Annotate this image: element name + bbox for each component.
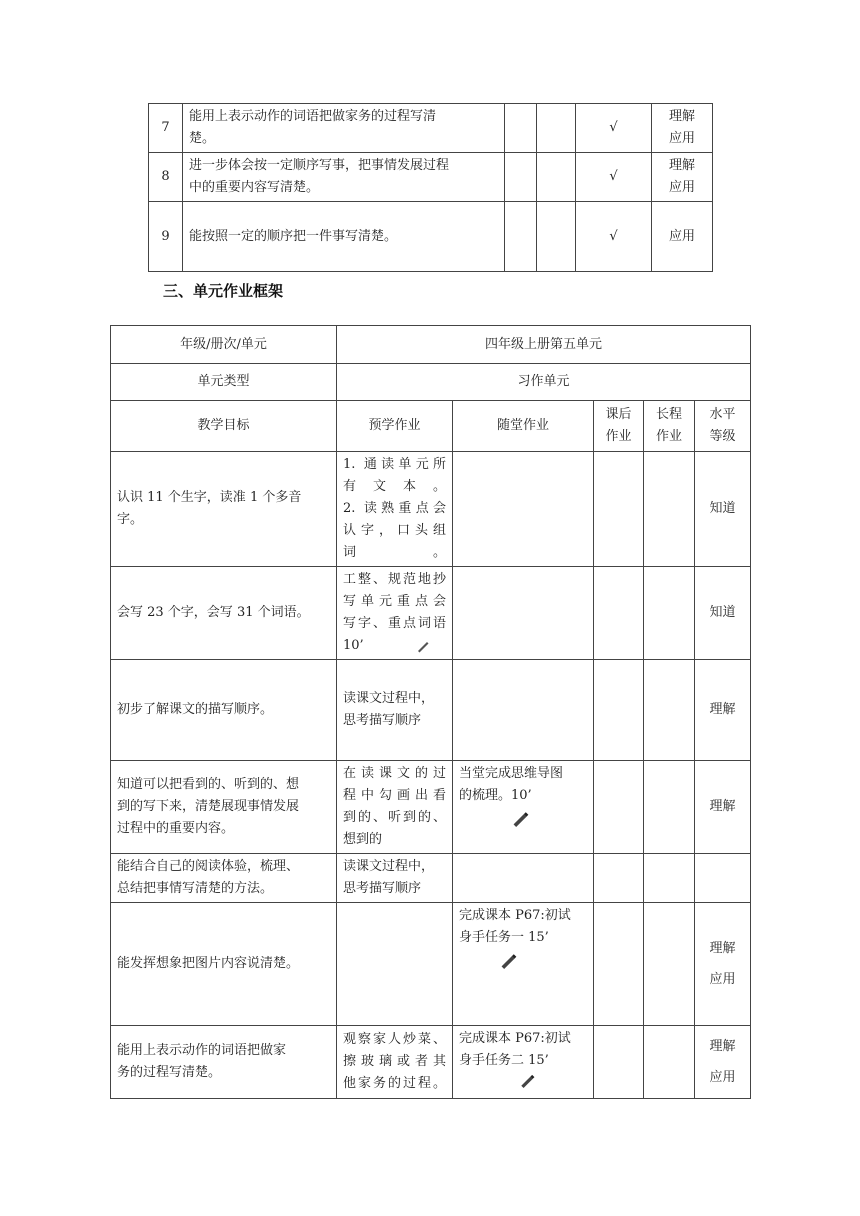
class-cell: 完成课本 P67:初试 身手任务二 15’ xyxy=(453,1026,594,1099)
table-row xyxy=(111,1026,751,1099)
table-row xyxy=(111,364,751,401)
level-cell: 理解 应用 xyxy=(652,104,713,153)
pre-cell: 1. 通读单元所 有文本。 2. 读熟重点会 认字，口头组 词。 xyxy=(337,452,453,567)
pen-icon xyxy=(499,951,517,969)
row-number: 7 xyxy=(149,104,183,153)
long-cell xyxy=(644,1026,695,1099)
goal-cell: 知道可以把看到的、听到的、想 到的写下来，清楚展现事情发展 过程中的重要内容。 xyxy=(111,761,337,854)
level-cell: 理解 xyxy=(695,761,751,854)
goal-cell: 初步了解课文的描写顺序。 xyxy=(111,660,337,761)
row-number: 9 xyxy=(149,202,183,272)
header-level: 水平 等级 xyxy=(695,401,751,452)
pen-icon xyxy=(416,639,430,653)
grade-label: 年级/册次/单元 xyxy=(111,326,337,364)
level-cell: 理解 应用 xyxy=(695,903,751,1026)
header-goal: 教学目标 xyxy=(111,401,337,452)
after-cell xyxy=(594,854,644,903)
level-cell xyxy=(695,854,751,903)
empty-cell xyxy=(537,104,576,153)
goal-cell: 会写 23 个字，会写 31 个词语。 xyxy=(111,567,337,660)
level-cell: 理解 应用 xyxy=(695,1026,751,1099)
after-cell xyxy=(594,1026,644,1099)
goal-cell: 能用上表示动作的词语把做家 务的过程写清楚。 xyxy=(111,1026,337,1099)
level-cell: 应用 xyxy=(652,202,713,272)
class-cell xyxy=(453,660,594,761)
after-cell xyxy=(594,761,644,854)
section-title: 三、单元作业框架 xyxy=(163,282,284,300)
pen-icon xyxy=(519,1072,535,1088)
table-row xyxy=(111,452,751,567)
header-pre: 预学作业 xyxy=(337,401,453,452)
table-row xyxy=(111,326,751,364)
table-row xyxy=(149,153,713,202)
long-cell xyxy=(644,567,695,660)
pen-icon xyxy=(511,809,529,827)
table-row xyxy=(111,660,751,761)
table-row xyxy=(111,761,751,854)
empty-cell xyxy=(505,202,537,272)
empty-cell xyxy=(537,202,576,272)
goal-cell: 能结合自己的阅读体验，梳理、 总结把事情写清楚的方法。 xyxy=(111,854,337,903)
goal-cell: 能发挥想象把图片内容说清楚。 xyxy=(111,903,337,1026)
class-cell: 当堂完成思维导图 的梳理。10’ xyxy=(453,761,594,854)
class-cell xyxy=(453,452,594,567)
pre-cell: 读课文过程中， 思考描写顺序 xyxy=(337,660,453,761)
header-long: 长程 作业 xyxy=(644,401,695,452)
header-class: 随堂作业 xyxy=(453,401,594,452)
table-row xyxy=(111,567,751,660)
empty-cell xyxy=(505,104,537,153)
check-mark: √ xyxy=(576,153,652,202)
objectives-table xyxy=(148,103,713,272)
pre-cell: 工整、规范地抄 写单元重点会 写字、重点词语 10’ xyxy=(337,567,453,660)
class-cell: 完成课本 P67:初试 身手任务一 15’ xyxy=(453,903,594,1026)
after-cell xyxy=(594,452,644,567)
pre-cell xyxy=(337,903,453,1026)
header-after: 课后 作业 xyxy=(594,401,644,452)
unit-type-label: 单元类型 xyxy=(111,364,337,401)
table-row xyxy=(111,854,751,903)
unit-type-value: 习作单元 xyxy=(337,364,751,401)
after-cell xyxy=(594,903,644,1026)
long-cell xyxy=(644,854,695,903)
homework-framework-table xyxy=(110,325,751,1099)
empty-cell xyxy=(505,153,537,202)
check-mark: √ xyxy=(576,202,652,272)
objective-text: 能按照一定的顺序把一件事写清楚。 xyxy=(183,202,505,272)
row-number: 8 xyxy=(149,153,183,202)
level-cell: 知道 xyxy=(695,567,751,660)
long-cell xyxy=(644,903,695,1026)
grade-value: 四年级上册第五单元 xyxy=(337,326,751,364)
after-cell xyxy=(594,567,644,660)
long-cell xyxy=(644,761,695,854)
pre-cell: 读课文过程中， 思考描写顺序 xyxy=(337,854,453,903)
long-cell xyxy=(644,452,695,567)
table-header-row xyxy=(111,401,751,452)
pre-cell: 在读课文的过 程中勾画出看 到的、听到的、 想到的 xyxy=(337,761,453,854)
table-row xyxy=(111,903,751,1026)
table-row xyxy=(149,104,713,153)
check-mark: √ xyxy=(576,104,652,153)
objective-text: 能用上表示动作的词语把做家务的过程写清 楚。 xyxy=(183,104,505,153)
class-cell xyxy=(453,567,594,660)
pre-cell: 观察家人炒菜、 擦玻璃或者其 他家务的过程。 xyxy=(337,1026,453,1099)
level-cell: 理解 应用 xyxy=(652,153,713,202)
level-cell: 理解 xyxy=(695,660,751,761)
objective-text: 进一步体会按一定顺序写事，把事情发展过程 中的重要内容写清楚。 xyxy=(183,153,505,202)
goal-cell: 认识 11 个生字，读准 1 个多音 字。 xyxy=(111,452,337,567)
table-row xyxy=(149,202,713,272)
level-cell: 知道 xyxy=(695,452,751,567)
after-cell xyxy=(594,660,644,761)
empty-cell xyxy=(537,153,576,202)
class-cell xyxy=(453,854,594,903)
long-cell xyxy=(644,660,695,761)
